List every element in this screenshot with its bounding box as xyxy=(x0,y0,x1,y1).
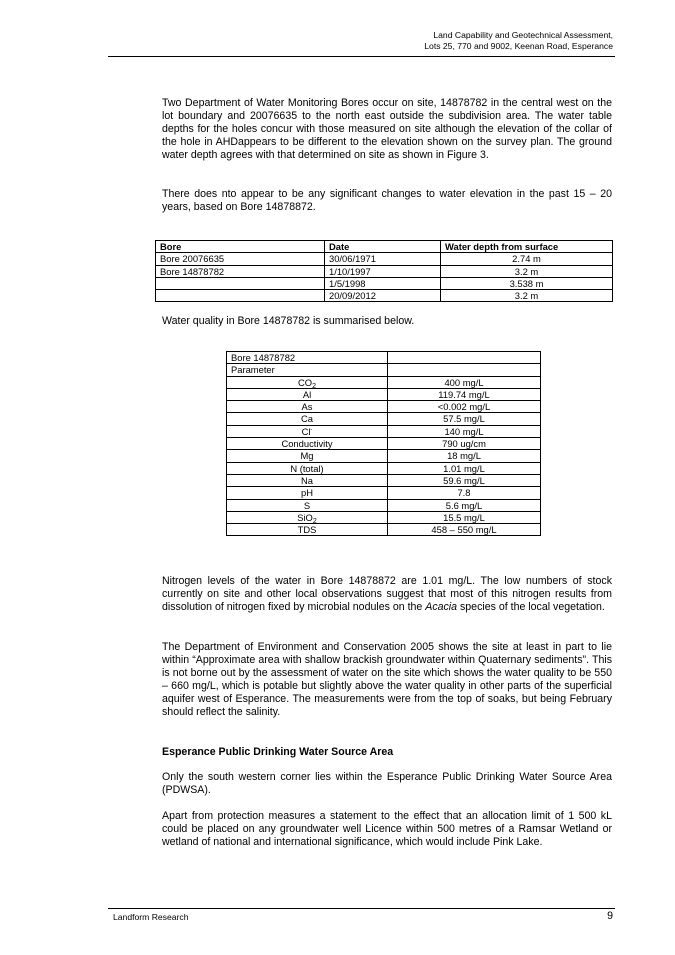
wq-parameter-cell xyxy=(227,425,388,437)
wq-parameter-name: Mg xyxy=(300,450,314,462)
wq-parameter-cell xyxy=(227,376,388,388)
nitrogen-text-end: species of the local vegetation. xyxy=(457,601,605,613)
wq-parameter-cell xyxy=(227,450,388,462)
wq-param-header-row xyxy=(227,364,541,376)
table-row xyxy=(156,253,613,265)
table-cell: 3.2 m xyxy=(441,290,613,302)
table-cell: 1/5/1998 xyxy=(325,277,441,289)
wq-value-cell: 15.5 mg/L xyxy=(388,511,541,523)
wq-parameter-subscript: 2 xyxy=(312,382,316,390)
bore-depth-table xyxy=(155,240,613,302)
paragraph-nitrogen xyxy=(162,575,612,614)
table-cell: Bore 20076635 xyxy=(156,253,325,265)
wq-parameter-cell xyxy=(227,438,388,450)
bore-table-header-row xyxy=(156,241,613,253)
header-rule xyxy=(108,56,615,57)
wq-value-cell: 400 mg/L xyxy=(388,376,541,388)
wq-parameter-name: As xyxy=(301,401,313,413)
table-row xyxy=(156,277,613,289)
acacia-species-name: Acacia xyxy=(425,601,458,613)
paragraph-monitoring-bores: Two Department of Water Monitoring Bores occur on site, 14878782 in the central west on the lot boundary and 20076635 to the north east outside the subdivision area. The water table depths for the holes concur with those measured on site although the elevation of the collar of the hole in AHDappears to be different to the elevation shown on the survey plan. The ground water depth agrees with that determined on site as shown in Figure 3. xyxy=(162,97,612,161)
section-heading-pdwsa: Esperance Public Drinking Water Source Area xyxy=(162,746,394,758)
table-row xyxy=(227,388,541,400)
table-row xyxy=(227,462,541,474)
paragraph-pdwsa-location: Only the south western corner lies within the Esperance Public Drinking Water Source Area (PDWSA). xyxy=(162,771,612,796)
header-title-line2: Lots 25, 770 and 9002, Keenan Road, Esperance xyxy=(424,41,613,51)
table-cell: 1/10/1997 xyxy=(325,265,441,277)
wq-parameter-name: TDS xyxy=(297,524,317,536)
wq-parameter-name: Na xyxy=(301,474,313,486)
wq-parameter-superscript: - xyxy=(310,426,313,433)
bore-table-header: Water depth from surface xyxy=(441,241,613,253)
table-row xyxy=(227,524,541,536)
wq-value-cell: 119.74 mg/L xyxy=(388,388,541,400)
wq-parameter-name: Cl xyxy=(301,425,311,437)
wq-value-cell: <0.002 mg/L xyxy=(388,401,541,413)
wq-parameter-subscript: 2 xyxy=(312,517,317,525)
wq-table-title: Bore 14878782 xyxy=(227,352,388,364)
wq-parameter-cell xyxy=(227,511,388,523)
wq-parameter-cell xyxy=(227,499,388,511)
wq-value-cell: 7.8 xyxy=(388,487,541,499)
wq-parameter-name: SiO xyxy=(297,511,313,523)
paragraph-water-quality-intro: Water quality in Bore 14878782 is summarised below. xyxy=(162,315,415,327)
wq-parameter-cell xyxy=(227,401,388,413)
wq-parameter-cell xyxy=(227,388,388,400)
footer-rule xyxy=(108,908,615,909)
wq-parameter-name: Al xyxy=(302,388,312,400)
table-cell: 3.538 m xyxy=(441,277,613,289)
wq-title-row xyxy=(227,352,541,364)
wq-value-cell: 18 mg/L xyxy=(388,450,541,462)
table-row xyxy=(227,401,541,413)
wq-value-cell: 458 – 550 mg/L xyxy=(388,524,541,536)
footer-company: Landform Research xyxy=(113,912,189,922)
table-row xyxy=(227,487,541,499)
wq-parameter-name: CO xyxy=(298,376,313,388)
wq-value-cell: 57.5 mg/L xyxy=(388,413,541,425)
table-cell: Bore 14878782 xyxy=(156,265,325,277)
wq-value-cell: 59.6 mg/L xyxy=(388,474,541,486)
bore-table-header: Date xyxy=(325,241,441,253)
table-cell xyxy=(156,277,325,289)
table-row xyxy=(156,290,613,302)
wq-value-cell: 790 ug/cm xyxy=(388,438,541,450)
table-row xyxy=(227,511,541,523)
wq-value-cell: 1.01 mg/L xyxy=(388,462,541,474)
table-cell: 3.2 m xyxy=(441,265,613,277)
wq-parameter-name: N (total) xyxy=(290,462,324,474)
table-cell xyxy=(388,364,541,376)
page-number: 9 xyxy=(607,910,613,922)
wq-parameter-cell xyxy=(227,462,388,474)
table-cell: 20/09/2012 xyxy=(325,290,441,302)
table-cell: 30/06/1971 xyxy=(325,253,441,265)
table-cell xyxy=(388,352,541,364)
table-row xyxy=(227,450,541,462)
header-title-line1: Land Capability and Geotechnical Assessment, xyxy=(433,30,613,40)
table-row xyxy=(227,438,541,450)
water-quality-table xyxy=(226,351,541,536)
table-cell xyxy=(156,290,325,302)
paragraph-allocation-limit: Apart from protection measures a statement to the effect that an allocation limit of 1 500 kL could be placed on any groundwater well Licence within 500 metres of a Ramsar Wetland or wetland of national and international significance, which would include Pink Lake. xyxy=(162,810,612,848)
paragraph-groundwater-brackish: The Department of Environment and Conservation 2005 shows the site at least in part to lie within “Approximate area with shallow brackish groundwater within Quaternary sediments”. This is not borne out by the assessment of water on the site which shows the water quality to be 550 – 660 mg/L, which is potable but slightly above the water quality in other parts of the superficial aquifer west of Esperance. The measurements were from the top of soaks, but being February should reflect the salinity. xyxy=(162,641,612,718)
paragraph-water-elevation: There does nto appear to be any significant changes to water elevation in the past 15 – 20 years, based on Bore 14878872. xyxy=(162,188,612,213)
wq-parameter-cell xyxy=(227,474,388,486)
table-row xyxy=(227,474,541,486)
table-row xyxy=(227,413,541,425)
wq-value-cell: 5.6 mg/L xyxy=(388,499,541,511)
wq-param-label: Parameter xyxy=(227,364,388,376)
wq-parameter-cell xyxy=(227,413,388,425)
table-cell: 2.74 m xyxy=(441,253,613,265)
wq-parameter-cell xyxy=(227,524,388,536)
bore-table-header: Bore xyxy=(156,241,325,253)
wq-parameter-cell xyxy=(227,487,388,499)
nitrogen-text-start: Nitrogen levels of the water in Bore 14878872 are 1.01 mg/L. The low numbers of stock currently on site and other local observations suggest that most of this nitrogen results from dissolution of nitrogen fixed by microbial nodules on the xyxy=(162,575,612,613)
table-row xyxy=(227,425,541,437)
wq-parameter-name: S xyxy=(303,499,311,511)
table-row xyxy=(156,265,613,277)
table-row xyxy=(227,376,541,388)
wq-parameter-name: Conductivity xyxy=(281,438,333,450)
wq-parameter-name: Ca xyxy=(301,413,313,425)
page-header xyxy=(424,30,613,52)
table-row xyxy=(227,499,541,511)
wq-parameter-name: pH xyxy=(301,487,313,499)
wq-value-cell: 140 mg/L xyxy=(388,425,541,437)
